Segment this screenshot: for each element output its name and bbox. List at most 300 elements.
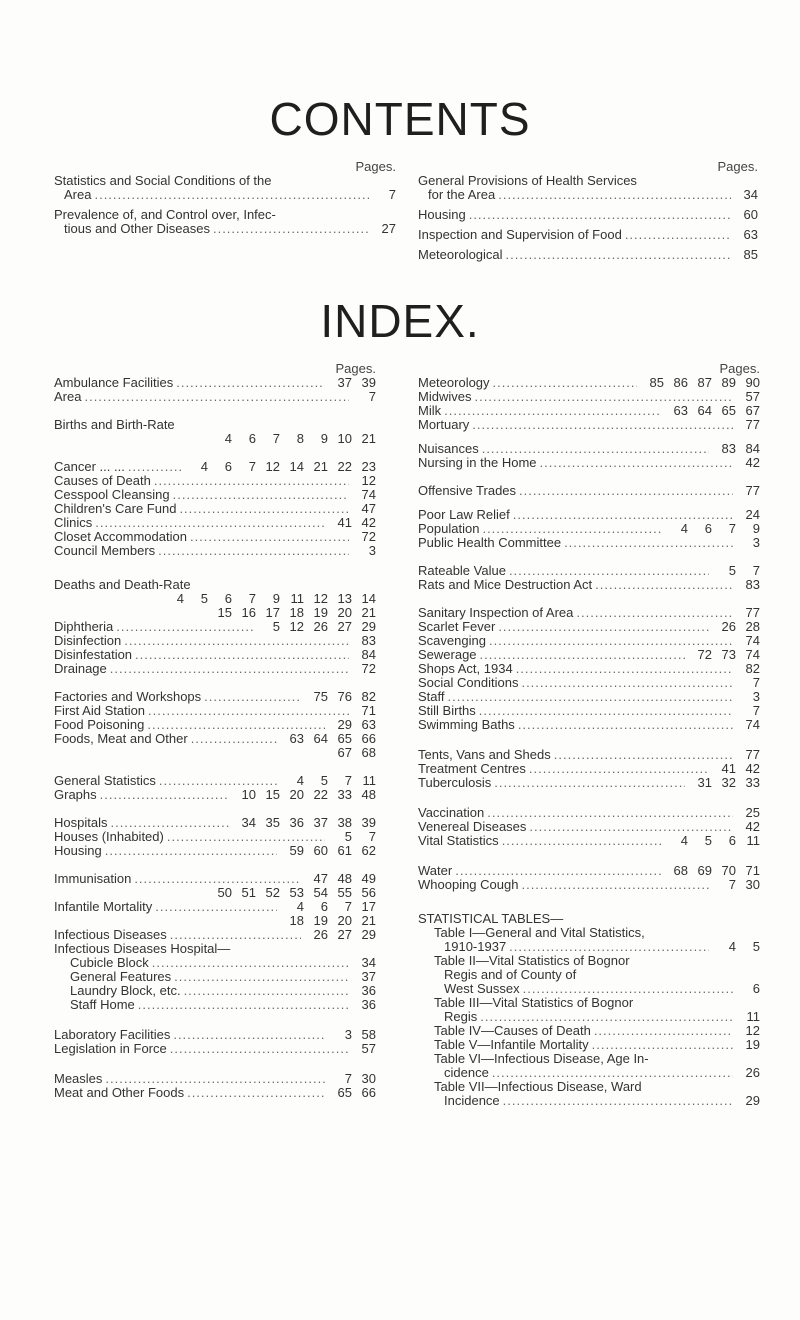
index-right-column [418,362,760,1108]
page-numbers [736,1066,760,1080]
page-number: 31 [697,775,712,790]
page-number: 39 [361,815,376,830]
leader-dots [158,544,349,558]
page-numbers [736,536,760,550]
index-entry [54,732,376,760]
entry-label: Rateable Value [418,563,506,578]
entry-line [418,676,760,690]
leader-dots [174,970,349,984]
entry-line [54,488,376,502]
leader-dots [502,834,661,848]
index-entry [418,508,760,522]
page-number: 83 [721,441,736,456]
entry-label: Venereal Diseases [418,819,527,834]
page-number: 72 [361,661,376,676]
index-entry [54,1042,376,1056]
index-entry [418,174,758,202]
page-number: 7 [752,675,760,690]
entry-label: Inspection and Supervision of Food [418,227,622,242]
page-number: 12 [289,619,304,634]
index-entry [418,578,760,592]
page-number: 7 [272,431,280,446]
page-number: 36 [361,997,376,1012]
index-entry [54,774,376,788]
entry-label: Cesspool Cleansing [54,487,170,502]
page-numbers [352,998,376,1012]
page-numbers [712,762,760,776]
leader-dots [576,606,733,620]
entry-label-line: Statistics and Social Conditions of the [54,173,272,188]
index-entry [418,620,760,634]
index-entry [418,228,758,242]
page-number: 42 [361,515,376,530]
entry-label: Closet Accommodation [54,529,187,544]
leader-dots [444,404,661,418]
entry-label: Water [418,863,453,878]
page-number: 53 [289,885,304,900]
entry-line [54,418,376,432]
page-number: 59 [289,843,304,858]
spacer [54,858,376,872]
entry-line [54,928,376,942]
leader-dots [187,1086,325,1100]
page-number: 10 [241,787,256,802]
page-number: 37 [337,375,352,390]
page-number: 20 [289,787,304,802]
leader-dots [479,704,733,718]
page-number: 27 [337,619,352,634]
leader-dots [472,418,733,432]
entry-label: Factories and Workshops [54,689,202,704]
page-numbers [372,188,396,202]
page-number: 27 [381,221,396,236]
page-number: 14 [289,459,304,474]
page-number: 23 [361,459,376,474]
page-number: 26 [721,619,736,634]
contents-right-column [418,160,758,268]
page-numbers [352,662,376,676]
entry-label: Poor Law Relief [418,507,510,522]
leader-dots [213,222,369,236]
page-number: 67 [337,745,352,760]
page-number: 5 [752,939,760,954]
page-numbers [352,648,376,662]
index-entry [418,208,758,222]
spacer [418,732,760,748]
page-numbers [712,564,760,578]
page-numbers [736,748,760,762]
index-entry [54,900,376,928]
index-entry [418,704,760,718]
entry-line [418,404,760,418]
page-numbers [734,188,758,202]
leader-dots [487,806,733,820]
page-number: 3 [344,1027,352,1042]
page-number: 67 [745,403,760,418]
entry-label: Nursing in the Home [418,455,537,470]
entry-label-line: Table III—Vital Statistics of Bognor [434,995,634,1010]
leader-dots [493,376,637,390]
page-number: 5 [272,619,280,634]
entry-line [54,718,376,732]
spacer [418,470,760,484]
page-number: 4 [680,833,688,848]
index-entry [54,460,376,474]
leader-dots [110,662,349,676]
page-numbers [736,662,760,676]
leader-dots [554,748,733,762]
page-numbers [736,1038,760,1052]
page-numbers [280,732,376,746]
index-entry [54,704,376,718]
entry-line [418,718,760,732]
entry-label: Hospitals [54,815,108,830]
entry-line [418,376,760,390]
page-numbers [352,970,376,984]
entry-label: Scarlet Fever [418,619,496,634]
entry-label: Meteorology [418,375,490,390]
page-numbers [372,222,396,236]
entry-line [434,1094,760,1108]
page-number: 37 [361,969,376,984]
page-number: 22 [337,459,352,474]
page-number: 83 [745,577,760,592]
page-numbers [736,578,760,592]
page-numbers [352,984,376,998]
leader-dots [516,662,733,676]
entry-line [418,820,760,834]
spacer [418,892,760,912]
page-number: 21 [361,605,376,620]
entry-label: Graphs [54,787,97,802]
leader-dots [506,248,731,262]
entry-label: Staff [418,689,445,704]
page-numbers [328,1072,376,1086]
page-numbers [352,956,376,970]
page-number: 21 [361,913,376,928]
entry-label: Staff Home [70,997,135,1012]
page-number: 71 [745,863,760,878]
leader-dots [95,516,325,530]
spacer [54,1056,376,1072]
entry-line [54,1086,376,1100]
leader-dots [124,634,349,648]
page-numbers [734,228,758,242]
page-number: 36 [361,983,376,998]
index-entry [418,404,760,418]
index-entry [418,926,760,954]
page-number: 17 [265,605,280,620]
entry-label: Immunisation [54,871,132,886]
page-number: 7 [728,877,736,892]
page-number: 7 [344,1071,352,1086]
entry-line [70,956,376,970]
spacer [418,592,760,606]
leader-dots [135,648,349,662]
leader-dots [474,390,733,404]
page-number: 30 [361,1071,376,1086]
page-number: 29 [361,927,376,942]
page-number: 7 [344,899,352,914]
entry-label: Mortuary [418,417,470,432]
page-number: 29 [337,717,352,732]
entry-label: Cubicle Block [70,955,149,970]
page-number: 22 [313,787,328,802]
entry-label: for the Area [428,187,496,202]
leader-dots [105,844,277,858]
entry-line [418,418,760,432]
page-number: 4 [296,899,304,914]
entry-label: Housing [418,207,466,222]
page-number: 82 [745,661,760,676]
page-numbers [736,982,760,996]
page-number: 65 [337,1085,352,1100]
entry-line [418,704,760,718]
page-number: 65 [721,403,736,418]
entry-line [54,662,376,676]
page-numbers [712,878,760,892]
page-numbers [736,606,760,620]
entry-line [54,502,376,516]
page-number: 19 [745,1037,760,1052]
contents-list-left [54,174,396,242]
page-number: 77 [745,417,760,432]
page-number: 4 [200,459,208,474]
page-number: 74 [361,487,376,502]
page-number: 7 [368,829,376,844]
leader-dots [518,718,733,732]
page-number: 69 [697,863,712,878]
entry-label: Laundry Block, etc. [70,983,181,998]
leader-dots [159,774,277,788]
spacer [54,676,376,690]
page-numbers [328,718,376,732]
page-number: 6 [224,459,232,474]
page-number: 4 [680,521,688,536]
leader-dots [173,488,349,502]
entry-label: Incidence [444,1093,500,1108]
index-entry [418,1024,760,1038]
entry-line [54,830,376,844]
entry-line [54,578,376,592]
page-number: 47 [361,501,376,516]
page-numbers [352,390,376,404]
index-entry [418,954,760,996]
index-entry [418,878,760,892]
spacer [54,404,376,418]
page-numbers [280,774,376,788]
leader-dots [184,984,349,998]
page-number: 62 [361,843,376,858]
page-number: 24 [745,507,760,522]
entry-line [418,748,760,762]
page-number: 72 [697,647,712,662]
entry-label: Table IV—Causes of Death [434,1023,591,1038]
page-number: 5 [200,591,208,606]
page-number: 48 [337,871,352,886]
entry-label: Infantile Mortality [54,899,153,914]
page-number: 84 [745,441,760,456]
entry-line [418,806,760,820]
entry-label: Disinfestation [54,647,133,662]
page-numbers [328,1028,376,1042]
page-number: 84 [361,647,376,662]
leader-dots [513,508,733,522]
leader-dots [521,878,709,892]
entry-label-line: Table II—Vital Statistics of Bognor [434,953,630,968]
page-number: 37 [313,815,328,830]
entry-line [54,732,376,746]
page-number: 55 [337,885,352,900]
index-entry [418,376,760,390]
page-number: 36 [289,815,304,830]
index-left-column [54,362,376,1100]
page-numbers [328,376,376,390]
entry-label: 1910-1937 [444,939,507,954]
entry-label: Whooping Cough [418,877,519,892]
entry-line [54,844,376,858]
leader-dots [482,522,661,536]
entry-line [418,522,760,536]
index-entry [418,676,760,690]
leader-dots [455,864,661,878]
page-numbers [184,460,376,474]
page-number: 17 [361,899,376,914]
page-numbers [736,484,760,498]
entry-label: Causes of Death [54,473,151,488]
entry-line [70,970,376,984]
index-entry [54,690,376,704]
page-number: 4 [224,431,232,446]
leader-dots [480,648,685,662]
page-number: 42 [745,455,760,470]
page-numbers [352,704,376,718]
index-entry [418,248,758,262]
entry-line [418,762,760,776]
page-numbers [664,522,760,536]
index-entry [54,174,396,202]
leader-dots [152,956,349,970]
page-number: 71 [361,703,376,718]
entry-line [54,634,376,648]
page-number: 3 [752,535,760,550]
page-number: 25 [745,805,760,820]
leader-dots [134,872,301,886]
page-number: 6 [320,899,328,914]
index-entry [54,502,376,516]
page-number: 77 [745,747,760,762]
entry-label: Regis [444,1009,478,1024]
page-numbers [736,390,760,404]
page-number: 4 [176,591,184,606]
entry-label: Nuisances [418,441,479,456]
leader-dots [498,188,731,202]
leader-dots [521,676,733,690]
index-entry [418,390,760,404]
entry-line [54,788,376,802]
page-number: 26 [745,1065,760,1080]
entry-line [418,456,760,470]
page-numbers [304,690,376,704]
index-entry [418,522,760,536]
page-number: 68 [361,745,376,760]
entry-line [54,872,376,886]
page-number: 73 [721,647,736,662]
entry-label: tious and Other Diseases [64,221,210,236]
entry-line [418,578,760,592]
entry-label: Diphtheria [54,619,114,634]
entry-label: Ambulance Facilities [54,375,174,390]
page-number: 10 [337,431,352,446]
page-number-line [54,592,376,606]
page-number: 68 [673,863,688,878]
entry-label: Meteorological [418,247,503,262]
page-numbers [736,634,760,648]
page-number: 9 [752,521,760,536]
page-number: 33 [745,775,760,790]
entry-line [54,1028,376,1042]
entry-label-line: Prevalence of, and Control over, Infec- [54,207,276,222]
entry-line [54,390,376,404]
page-number: 49 [361,871,376,886]
page-number: 82 [361,689,376,704]
index-entry [54,620,376,634]
leader-dots [176,376,325,390]
page-number: 66 [361,1085,376,1100]
page-number: 11 [362,773,376,788]
page-numbers [712,940,760,954]
entry-line [54,648,376,662]
entry-label: General Statistics [54,773,156,788]
page-number: 85 [649,375,664,390]
index-list-left [54,376,376,1100]
index-entry [418,606,760,620]
pages-header: Pages. [335,361,376,376]
index-entry [418,564,760,578]
leader-dots [110,816,229,830]
page-number: 15 [217,605,232,620]
index-entry [418,762,760,776]
entry-line [418,188,758,202]
index-entry [54,578,376,620]
leader-dots [540,456,734,470]
leader-dots [170,1042,349,1056]
page-number: 20 [337,913,352,928]
leader-dots [469,208,731,222]
page-numbers [352,474,376,488]
page-number: 7 [388,187,396,202]
entry-label: Births and Birth-Rate [54,417,175,432]
index-entry [418,864,760,878]
page-number: 13 [337,591,352,606]
page-numbers [736,1094,760,1108]
entry-label-line: Regis and of County of [444,967,577,982]
entry-line [418,248,758,262]
page-number: 64 [697,403,712,418]
entry-label-line: Table VI—Infectious Disease, Age In- [434,1051,649,1066]
entry-line [70,984,376,998]
page-numbers [736,676,760,690]
page-number: 6 [728,833,736,848]
page-number: 26 [313,927,328,942]
entry-label: Meat and Other Foods [54,1085,185,1100]
spacer [418,550,760,564]
index-entry [54,830,376,844]
page-numbers [736,704,760,718]
page-number: 54 [313,885,328,900]
page-number: 60 [313,843,328,858]
page-number: 7 [248,591,256,606]
